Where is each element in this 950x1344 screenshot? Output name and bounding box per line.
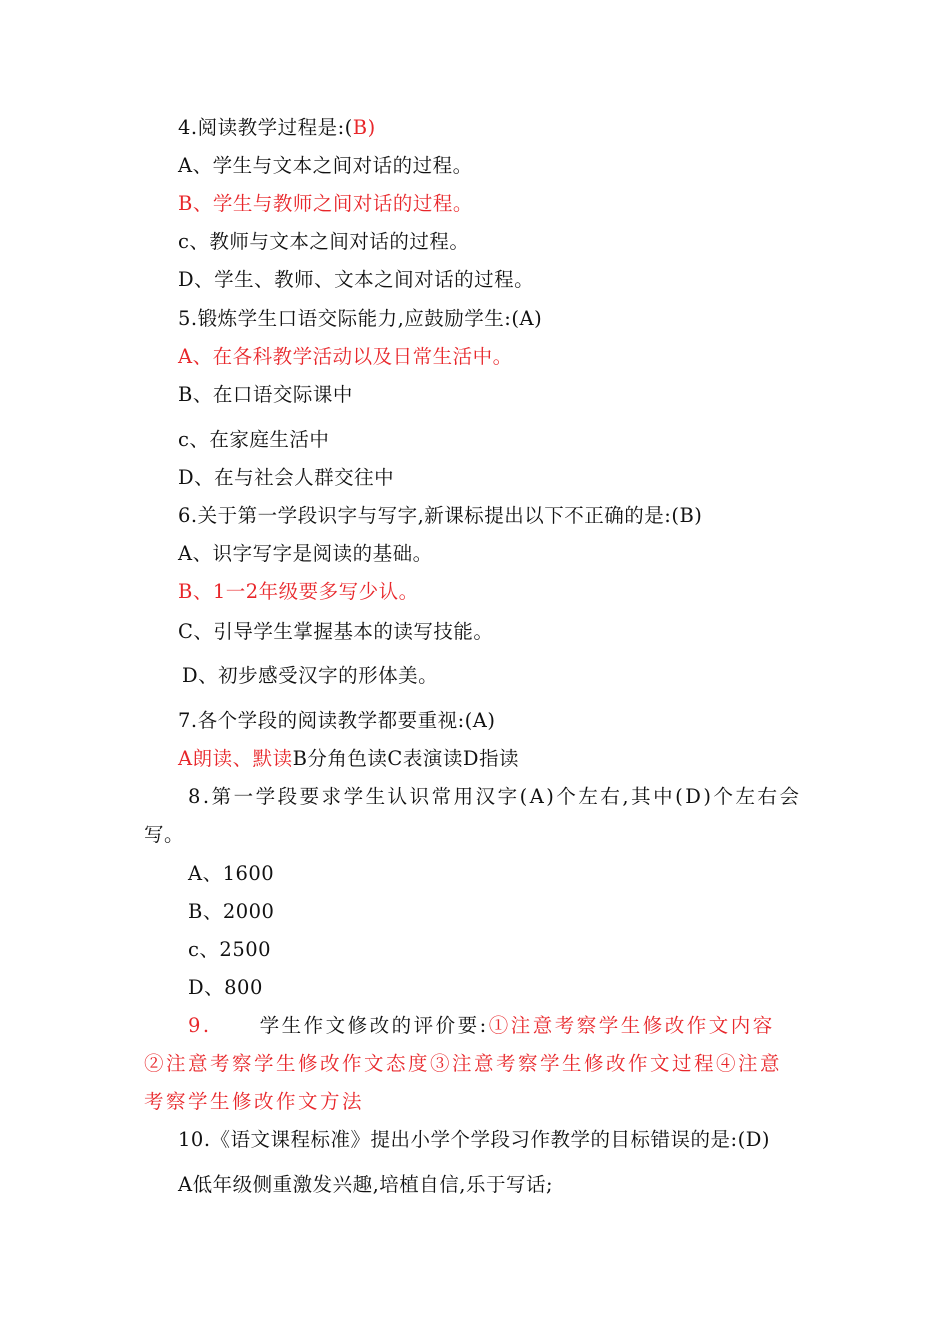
question-9-number: 9.	[188, 1014, 212, 1037]
question-8-cont: 写。	[144, 823, 185, 846]
question-4: 4.阅读教学过程是:(B)	[178, 116, 376, 139]
option-6d: D、初步感受汉字的形体美。	[182, 664, 439, 687]
option-4d: D、学生、教师、文本之间对话的过程。	[178, 268, 535, 291]
question-9-answer-end: 考察学生修改作文方法	[144, 1090, 365, 1113]
question-9-answer: ①注意考察学生修改作文内容	[488, 1014, 775, 1037]
question-9	[188, 1013, 775, 1039]
question-10: 10.《语文课程标准》提出小学个学段习作教学的目标错误的是:(D)	[178, 1128, 770, 1151]
answer-mark: B)	[352, 116, 376, 139]
option-4a: A、学生与文本之间对话的过程。	[178, 154, 473, 177]
question-9-answer-cont: ②注意考察学生修改作文态度③注意考察学生修改作文过程④注意	[144, 1052, 783, 1075]
option-5d: D、在与社会人群交往中	[178, 466, 395, 489]
option-5a-correct: A、在各科教学活动以及日常生活中。	[178, 345, 513, 368]
option-8c: c、2500	[188, 938, 272, 961]
options-7	[178, 746, 519, 772]
option-10a: A低年级侧重激发兴趣,培植自信,乐于写话;	[178, 1173, 554, 1196]
option-8d: D、800	[188, 976, 263, 999]
option-4b-correct: B、学生与教师之间对话的过程。	[178, 192, 473, 215]
option-7a-correct: A朗读、默读	[178, 747, 293, 770]
option-5b: B、在口语交际课中	[178, 383, 353, 406]
option-6a: A、识字写字是阅读的基础。	[178, 542, 433, 565]
option-6c: C、引导学生掌握基本的读写技能。	[178, 620, 494, 643]
question-6: 6.关于第一学段识字与写字,新课标提出以下不正确的是:(B)	[178, 504, 703, 527]
question-5: 5.锻炼学生口语交际能力,应鼓励学生:(A)	[178, 307, 543, 330]
option-8a: A、1600	[188, 862, 275, 885]
option-4c: c、教师与文本之间对话的过程。	[178, 230, 470, 253]
question-9-text: 学生作文修改的评价要:	[259, 1014, 489, 1037]
question-7: 7.各个学段的阅读教学都要重视:(A)	[178, 709, 496, 732]
option-5c: c、在家庭生活中	[178, 428, 330, 451]
question-8: 8.第一学段要求学生认识常用汉字(A)个左右,其中(D)个左右会	[188, 785, 802, 808]
options-7-rest: B分角色读C表演读D指读	[292, 747, 519, 770]
option-8b: B、2000	[188, 900, 275, 923]
option-6b-correct: B、1一2年级要多写少认。	[178, 580, 419, 603]
